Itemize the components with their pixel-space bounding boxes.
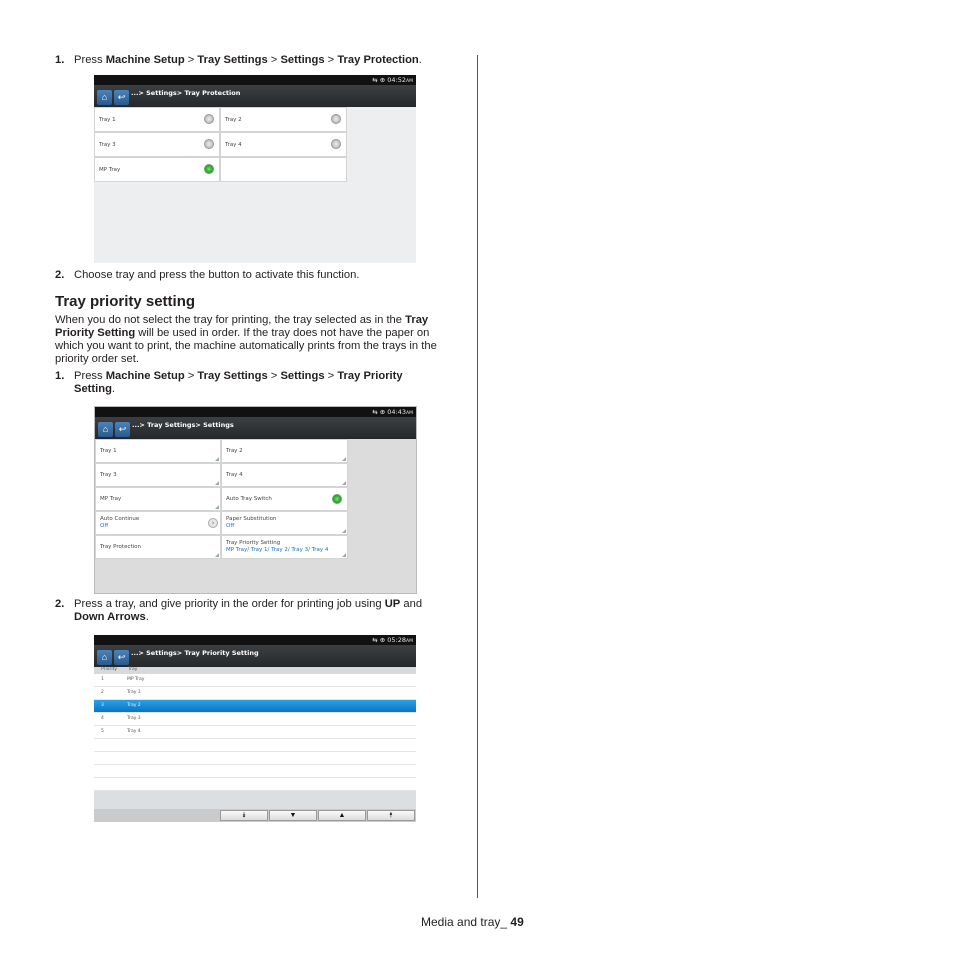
row-priority: 2 xyxy=(101,690,104,695)
option-label: MP Tray xyxy=(99,167,121,173)
double-down-arrow-icon: ⯯ xyxy=(241,812,247,819)
breadcrumb: ...> Tray Settings> Settings xyxy=(132,421,234,429)
home-icon: ⌂ xyxy=(101,92,108,102)
empty-row xyxy=(94,752,416,765)
empty-row xyxy=(94,778,416,791)
section-heading: Tray priority setting xyxy=(55,293,196,310)
empty-cell xyxy=(220,157,347,182)
priority-row[interactable] xyxy=(94,726,416,739)
tray-1-option[interactable] xyxy=(94,107,220,132)
option-label: Tray 3 xyxy=(99,142,116,148)
setting-label: Tray 2 xyxy=(226,448,243,454)
mp-tray-option[interactable] xyxy=(94,157,220,182)
tray-settings-screenshot xyxy=(94,406,417,594)
home-button[interactable] xyxy=(98,422,113,437)
globe-icon: ⊕ xyxy=(379,76,386,84)
toggle-radio[interactable] xyxy=(204,139,214,149)
home-icon: ⌂ xyxy=(102,424,109,434)
chevron-right-icon[interactable]: › xyxy=(208,518,218,528)
status-bar xyxy=(94,75,416,85)
setting-label: Tray Protection xyxy=(100,544,142,550)
toggle-radio[interactable] xyxy=(204,114,214,124)
globe-icon: ⊕ xyxy=(379,408,386,416)
network-icon: ⇆ xyxy=(372,408,378,416)
setting-value: MP Tray/ Tray 1/ Tray 2/ Tray 3/ Tray 4 xyxy=(226,547,329,553)
clock-ampm: AM xyxy=(406,411,413,416)
empty-row xyxy=(94,765,416,778)
setting-label: Paper Substitution xyxy=(226,516,277,522)
row-priority: 5 xyxy=(101,729,104,734)
status-bar xyxy=(95,407,416,417)
tray-4-setting[interactable] xyxy=(221,463,348,487)
toggle-radio-on[interactable] xyxy=(332,494,342,504)
home-button[interactable] xyxy=(97,650,112,665)
step-number: 2. xyxy=(55,598,65,610)
row-tray: Tray 1 xyxy=(127,690,141,695)
clock-time: 04:52 xyxy=(387,76,407,84)
priority-row[interactable] xyxy=(94,687,416,700)
priority-row[interactable] xyxy=(94,713,416,726)
up-arrow-icon: ▲ xyxy=(338,812,346,819)
row-tray: Tray 4 xyxy=(127,729,141,734)
setting-label: Tray 1 xyxy=(100,448,117,454)
setting-label: MP Tray xyxy=(100,496,122,502)
clock-time: 04:43 xyxy=(387,408,407,416)
setting-label: Tray 4 xyxy=(226,472,243,478)
tray-protection-setting[interactable] xyxy=(95,535,221,559)
toggle-radio-on[interactable] xyxy=(204,164,214,174)
toggle-radio[interactable] xyxy=(331,139,341,149)
tray-3-setting[interactable] xyxy=(95,463,221,487)
breadcrumb: ...> Settings> Tray Protection xyxy=(131,89,241,97)
back-button[interactable] xyxy=(114,650,129,665)
option-label: Tray 2 xyxy=(225,117,242,123)
step-text: Choose tray and press the button to activate this function. xyxy=(74,269,360,281)
auto-continue-setting[interactable] xyxy=(95,511,221,535)
tray-2-setting[interactable] xyxy=(221,439,348,463)
row-priority: 4 xyxy=(101,716,104,721)
move-to-bottom-button[interactable] xyxy=(220,810,268,821)
setting-value: Off xyxy=(100,523,109,529)
back-arrow-icon: ↩ xyxy=(118,424,127,434)
move-to-top-button[interactable] xyxy=(367,810,415,821)
option-label: Tray 1 xyxy=(99,117,116,123)
tray-1-setting[interactable] xyxy=(95,439,221,463)
globe-icon: ⊕ xyxy=(379,636,386,644)
section-paragraph: When you do not select the tray for printing, the tray selected as in the Tray Priority Setting will be used in order. If the tray does not have the paper on which you want to print, the machine automatically prints from the trays in the priority order set. xyxy=(55,314,437,365)
back-button[interactable] xyxy=(114,90,129,105)
tray-4-option[interactable] xyxy=(220,132,347,157)
title-bar xyxy=(94,645,416,667)
tray-priority-screenshot xyxy=(94,635,416,822)
page-number: 49 xyxy=(510,915,524,929)
home-icon: ⌂ xyxy=(101,652,108,662)
mp-tray-setting[interactable] xyxy=(95,487,221,511)
back-arrow-icon: ↩ xyxy=(117,652,126,662)
step-number: 1. xyxy=(55,370,65,382)
clock-time: 05:28 xyxy=(387,636,407,644)
clock-ampm: AM xyxy=(406,639,413,644)
title-bar xyxy=(95,417,416,439)
status-bar xyxy=(94,635,416,645)
row-tray: Tray 3 xyxy=(127,716,141,721)
network-icon: ⇆ xyxy=(372,636,378,644)
row-priority: 1 xyxy=(101,677,104,682)
setting-label: Auto Continue xyxy=(100,516,140,522)
step-text: Press Machine Setup > Tray Settings > Settings > Tray Protection. xyxy=(74,54,422,66)
title-bar xyxy=(94,85,416,107)
priority-row[interactable] xyxy=(94,674,416,687)
setting-label: Tray Priority Setting xyxy=(226,540,281,546)
toggle-radio[interactable] xyxy=(331,114,341,124)
step-number: 1. xyxy=(55,54,65,66)
clock-ampm: AM xyxy=(406,79,413,84)
priority-row-selected[interactable] xyxy=(94,700,416,713)
list-header xyxy=(94,667,416,674)
row-tray: Tray 2 xyxy=(127,703,141,708)
row-tray: MP Tray xyxy=(127,677,145,682)
tray-priority-setting[interactable] xyxy=(221,535,348,559)
empty-row xyxy=(94,739,416,752)
back-arrow-icon: ↩ xyxy=(117,92,126,102)
arrow-toolbar xyxy=(94,809,416,822)
column-header-priority: Priority xyxy=(101,667,118,672)
column-header-tray: Tray xyxy=(128,667,138,672)
down-arrow-icon: ▼ xyxy=(289,812,297,819)
setting-label: Auto Tray Switch xyxy=(226,496,272,502)
auto-tray-switch-setting[interactable] xyxy=(221,487,348,511)
column-divider xyxy=(477,55,478,898)
tray-2-option[interactable] xyxy=(220,107,347,132)
move-down-button[interactable] xyxy=(269,810,317,821)
network-icon: ⇆ xyxy=(372,76,378,84)
breadcrumb: ...> Settings> Tray Priority Setting xyxy=(131,649,259,657)
page-footer: Media and tray_ 49 xyxy=(421,915,524,929)
paper-substitution-setting[interactable] xyxy=(221,511,348,535)
home-button[interactable] xyxy=(97,90,112,105)
step-text: Press Machine Setup > Tray Settings > Settings > Tray Priority Setting. xyxy=(74,370,403,395)
step-number: 2. xyxy=(55,269,65,281)
tray-3-option[interactable] xyxy=(94,132,220,157)
double-up-arrow-icon: ⯭ xyxy=(388,812,394,819)
setting-value: Off xyxy=(226,523,235,529)
setting-label: Tray 3 xyxy=(100,472,117,478)
row-priority: 3 xyxy=(101,703,104,708)
back-button[interactable] xyxy=(115,422,130,437)
move-up-button[interactable] xyxy=(318,810,366,821)
step-text: Press a tray, and give priority in the order for printing job using UP and Down Arrows. xyxy=(74,598,423,623)
tray-protection-screenshot xyxy=(94,75,416,263)
option-label: Tray 4 xyxy=(225,142,242,148)
